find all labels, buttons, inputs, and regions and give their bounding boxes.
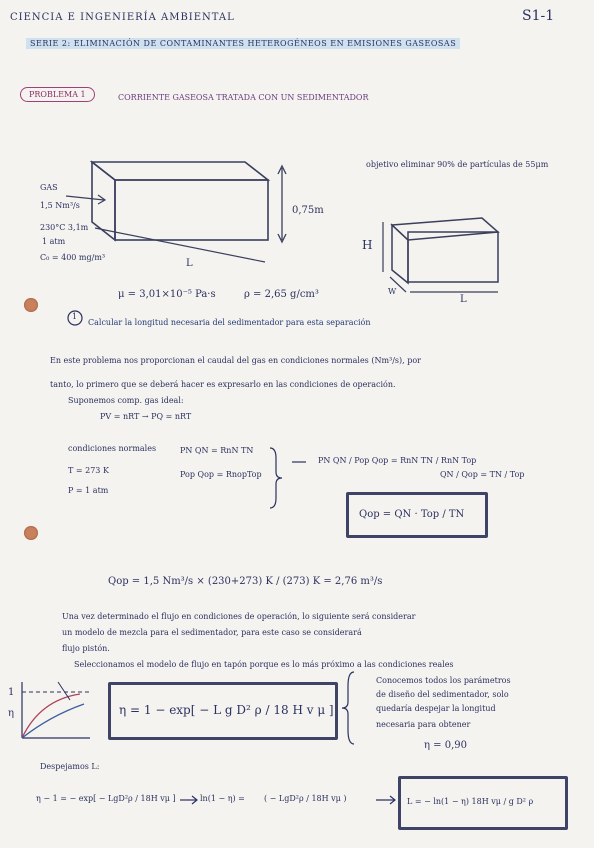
side-note-2: de diseño del sedimentador, solo [376,690,509,699]
eta-value: η = 0,90 [424,740,467,751]
objective-text: objetivo eliminar 90% de partículas de 55μm [366,160,549,169]
height-label: 0,75m [292,205,324,216]
temp-dims-label: 230°C 3,1m [40,223,89,232]
boxed-result [346,492,488,538]
side-note-1: Conocemos todos los parámetros [376,676,511,685]
brace [270,448,282,508]
settling-chamber-small [392,218,498,283]
final-eq-2: ln(1 − η) = [200,794,245,803]
small-l-label: L [460,294,467,305]
side-note-3: quedaría despejar la longitud [376,704,496,713]
axis-one: 1 [8,687,15,698]
step2-line3: flujo pistón. [62,644,110,653]
conc-label: C₀ = 400 mg/m³ [40,253,106,262]
step2-line4: Seleccionamos el modelo de flujo en tapón porque es lo más próximo a las condiciones reales [74,660,454,669]
gas-label: GAS [40,183,58,192]
page-code: S1-1 [522,8,555,24]
step1-title: Calcular la longitud necesaria del sedimentador para esta separación [88,318,371,327]
efficiency-box [108,682,338,740]
ratio-eq: PN QN / Pop Qop = RnN TN / RnN Top [318,456,477,465]
length-arrow [95,228,265,262]
series-title: SERIE 2: ELIMINACIÓN DE CONTAMINANTES HETEROGÉNEOS EN EMISIONES GASEOSAS [26,38,460,49]
boxed-formula: Qop = QN · Top / TN [359,509,465,520]
tn-value: T = 273 K [68,466,109,475]
density-label: ρ = 2,65 g/cm³ [244,289,319,300]
axis-eta: η [8,708,14,719]
problem-title: CORRIENTE GASEOSA TRATADA CON UN SEDIMENTADOR [118,93,369,102]
course-title: CIENCIA E INGENIERÍA AMBIENTAL [10,12,235,23]
despejamos-label: Despejamos L: [40,762,100,771]
ratio-simplified: QN / Qop = TN / Top [440,470,525,479]
normal-conditions-label: condiciones normales [68,444,157,453]
side-note-4: necesaria para obtener [376,720,471,729]
pressure-label: 1 atm [42,237,66,246]
flow-calculation: Qop = 1,5 Nm³/s × (230+273) K / (273) K = 2,76 m³/s [108,576,383,587]
settling-chamber-large [92,162,268,240]
step-number: 1 [72,312,78,321]
punch-hole-top [24,298,38,312]
small-h-label: H [362,238,373,252]
efficiency-sketch [22,682,90,738]
small-w-label: W [388,287,397,296]
punch-hole-bottom [24,526,38,540]
viscosity-label: μ = 3,01×10⁻⁵ Pa·s [118,289,216,300]
ideal-gas-eq: PV = nRT → PQ = nRT [100,412,192,421]
step2-line1: Una vez determinado el flujo en condiciones de operación, lo siguiente será considerar [62,612,416,621]
final-eq-1: η − 1 = − exp[ − LgD²ρ / 18H vμ ] [36,794,176,803]
efficiency-formula: η = 1 − exp[ − L g D² ρ / 18 H v μ ] [119,703,334,717]
problem-label: PROBLEMA 1 [20,87,95,102]
final-formula: L = − ln(1 − η) 18H vμ / g D² ρ [407,797,534,806]
step1-text3: Suponemos comp. gas ideal: [68,396,184,405]
final-result-box [398,776,568,830]
final-eq-3: ( − LgD²ρ / 18H vμ ) [264,794,347,803]
flow-label: 1,5 Nm³/s [40,201,80,210]
step2-line2: un modelo de mezcla para el sedimentador, para este caso se considerará [62,628,362,637]
eq-normal: PN QN = RnN TN [180,446,254,455]
step1-text1: En este problema nos proporcionan el caudal del gas en condiciones normales (Nm³/s), por [50,356,422,365]
step1-text2: tanto, lo primero que se deberá hacer es expresarlo en las condiciones de operación. [50,380,396,389]
eq-operation: Pop Qop = RnopTop [180,470,262,479]
length-label: L [186,258,193,269]
pn-value: P = 1 atm [68,486,109,495]
